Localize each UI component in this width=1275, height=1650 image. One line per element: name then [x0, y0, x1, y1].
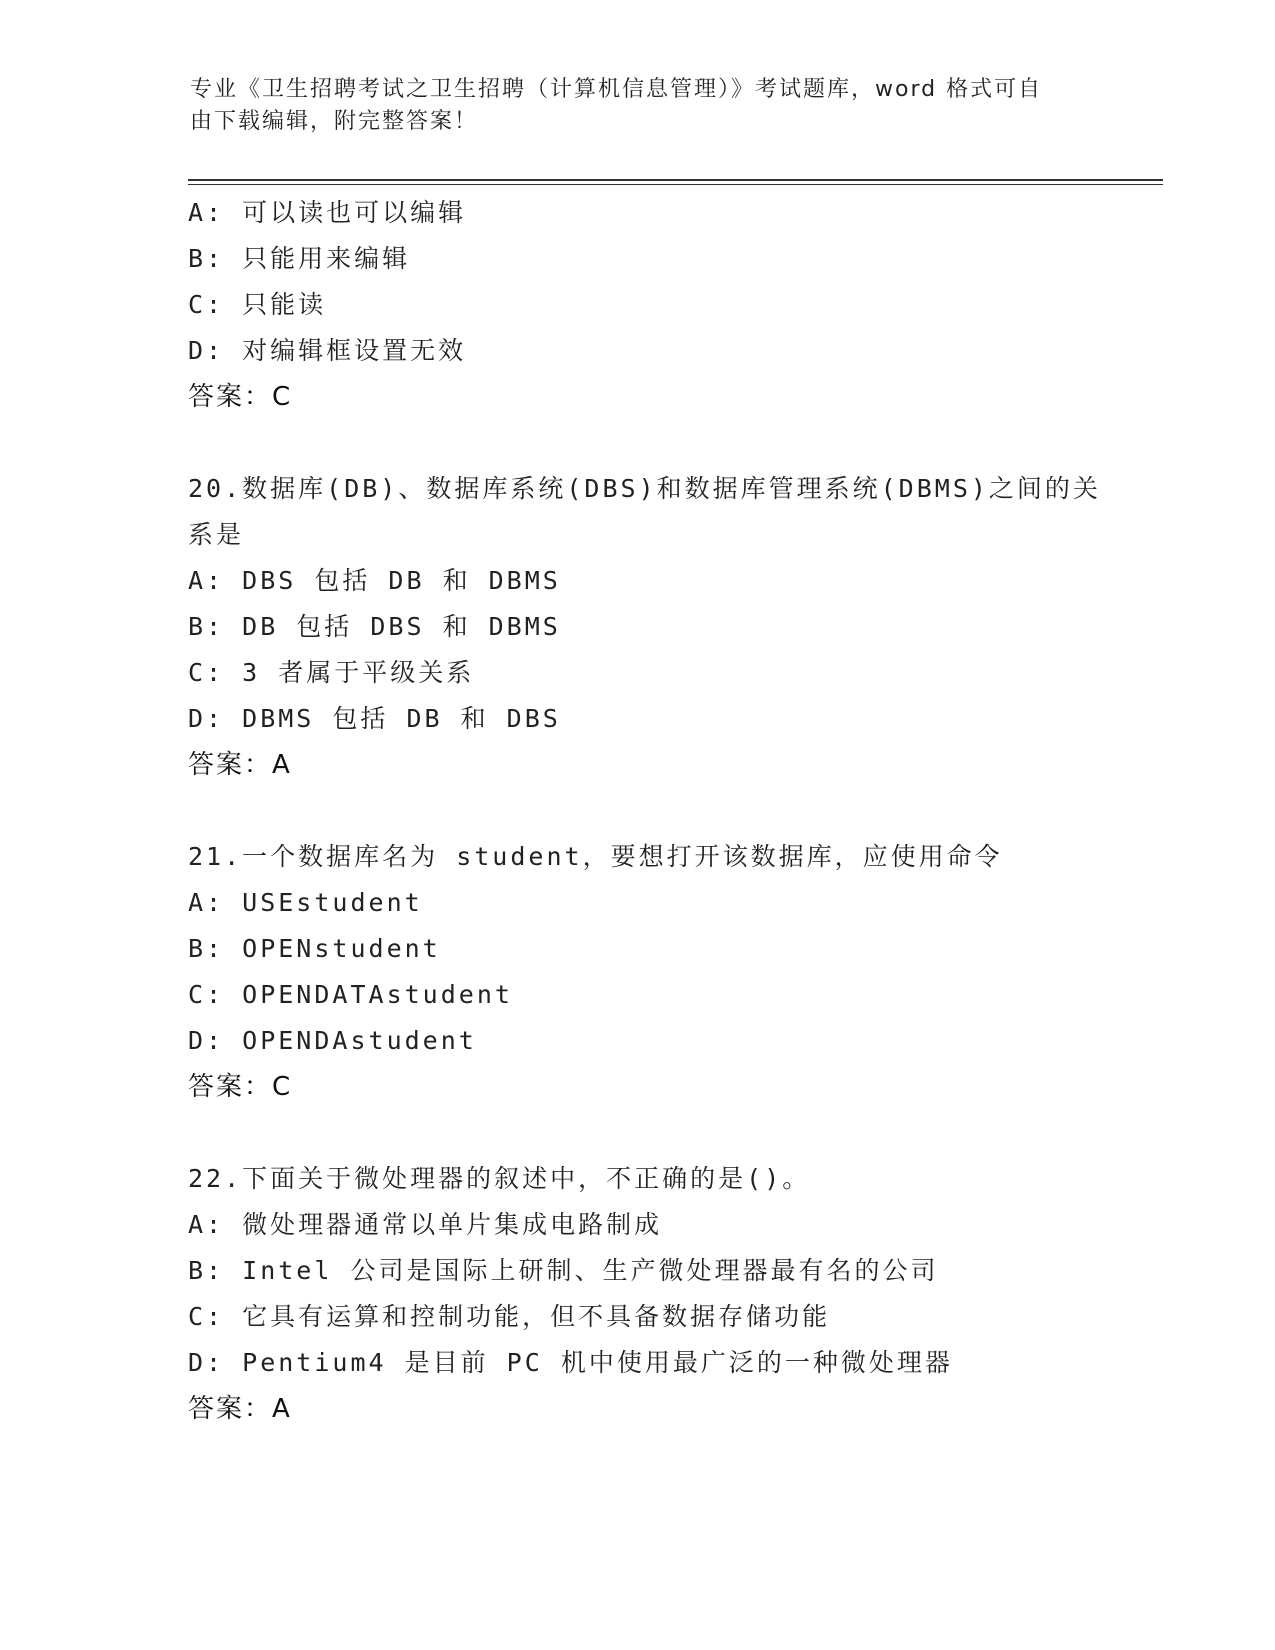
answer-line: 答案：C — [188, 1072, 293, 1102]
question-22 — [188, 1156, 1088, 1432]
answer-line: 答案：A — [188, 750, 292, 780]
option-c: C: 它具有运算和控制功能，但不具备数据存储功能 — [188, 1302, 831, 1331]
header-divider-thin — [188, 184, 1163, 185]
option-a: A: USEstudent — [188, 888, 423, 917]
option-c: C: 3 者属于平级关系 — [188, 658, 475, 687]
option-c: C: OPENDATAstudent — [188, 980, 513, 1009]
option-d: D: 对编辑框设置无效 — [188, 336, 467, 365]
question-stem-continued: 系是 — [188, 520, 245, 549]
answer-line: 答案：A — [188, 1394, 292, 1424]
option-d: D: DBMS 包括 DB 和 DBS — [188, 704, 561, 733]
option-b: B: 只能用来编辑 — [188, 244, 411, 273]
option-c: C: 只能读 — [188, 290, 327, 319]
option-a: A: 微处理器通常以单片集成电路制成 — [188, 1210, 663, 1239]
question-19-continued — [188, 190, 1088, 420]
option-b: B: Intel 公司是国际上研制、生产微处理器最有名的公司 — [188, 1256, 939, 1285]
question-stem: 22.下面关于微处理器的叙述中，不正确的是()。 — [188, 1164, 811, 1193]
option-b: B: OPENstudent — [188, 934, 441, 963]
question-stem: 20.数据库(DB)、数据库系统(DBS)和数据库管理系统(DBMS)之间的关 — [188, 474, 1101, 503]
header-line-1: 专业《卫生招聘考试之卫生招聘（计算机信息管理）》考试题库，word 格式可自 — [190, 77, 1043, 102]
option-d: D: OPENDAstudent — [188, 1026, 477, 1055]
option-d: D: Pentium4 是目前 PC 机中使用最广泛的一种微处理器 — [188, 1348, 953, 1377]
option-b: B: DB 包括 DBS 和 DBMS — [188, 612, 561, 641]
question-stem: 21.一个数据库名为 student，要想打开该数据库，应使用命令 — [188, 842, 1003, 871]
answer-line: 答案：C — [188, 382, 293, 412]
question-list — [188, 190, 1101, 1432]
header-line-2: 由下载编辑，附完整答案！ — [190, 109, 479, 134]
header-divider-thick — [188, 179, 1163, 181]
document-header — [190, 74, 1070, 138]
option-a: A: 可以读也可以编辑 — [188, 198, 467, 227]
question-21 — [188, 834, 1088, 1110]
question-20 — [188, 466, 1101, 788]
option-a: A: DBS 包括 DB 和 DBMS — [188, 566, 561, 595]
